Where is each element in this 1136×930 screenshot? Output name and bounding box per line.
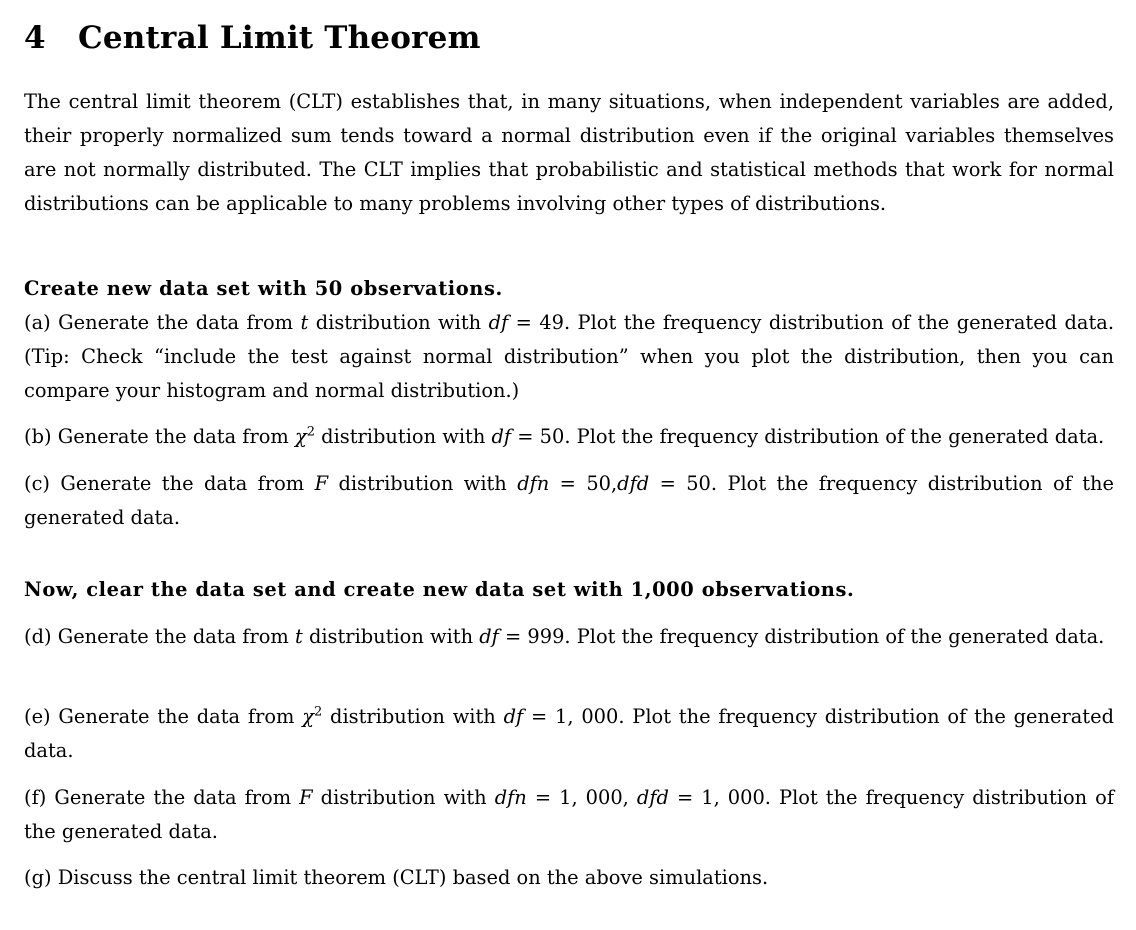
intro-paragraph: The central limit theorem (CLT) establishes that, in many situations, when independent variables are added, their properly normalized sum tends toward a normal distribution even if the original variables themselves are not normally distributed. The CLT implies that probabilistic and statistical methods that work for normal distributions can be applicable to many problems involving other types of distributions.: [24, 90, 1114, 215]
section-number: 4: [24, 20, 46, 56]
question-d: (d) Generate the data from t distribution with df = 999. Plot the frequency distribution of the generated data.: [24, 625, 1105, 648]
part2-heading: Now, clear the data set and create new data set with 1,000 observations.: [24, 578, 855, 601]
part1-heading: Create new data set with 50 observations.: [24, 277, 503, 300]
question-a: (a) Generate the data from t distribution with df = 49. Plot the frequency distribution of the generated data. (Tip: Check “include the test against normal distribution” when you plot the distribution, then you can compare your histogram and normal distribution.): [24, 311, 1115, 402]
question-a-tip: (Tip: Check “include the test against normal distribution” when you plot the distribution, then you can compare your histogram and normal distribution.): [24, 345, 1114, 402]
question-c: (c) Generate the data from F distribution with dfn = 50,dfd = 50. Plot the frequency distribution of the generated data.: [24, 472, 1114, 529]
question-b: (b) Generate the data from $\chi^2$ distribution with df = 50. Plot the frequency distribution of the generated data.: [24, 424, 1105, 448]
question-e: (e) Generate the data from $\chi^2$ distribution with df = 1, 000. Plot the frequency distribution of the generated data.: [24, 704, 1114, 762]
section-title: Central Limit Theorem: [78, 20, 481, 56]
question-f: (f) Generate the data from F distribution with dfn = 1, 000, dfd = 1, 000. Plot the frequency distribution of the generated data.: [24, 786, 1114, 843]
question-g: (g) Discuss the central limit theorem (CLT) based on the above simulations.: [24, 866, 769, 889]
section-heading: [24, 20, 481, 56]
